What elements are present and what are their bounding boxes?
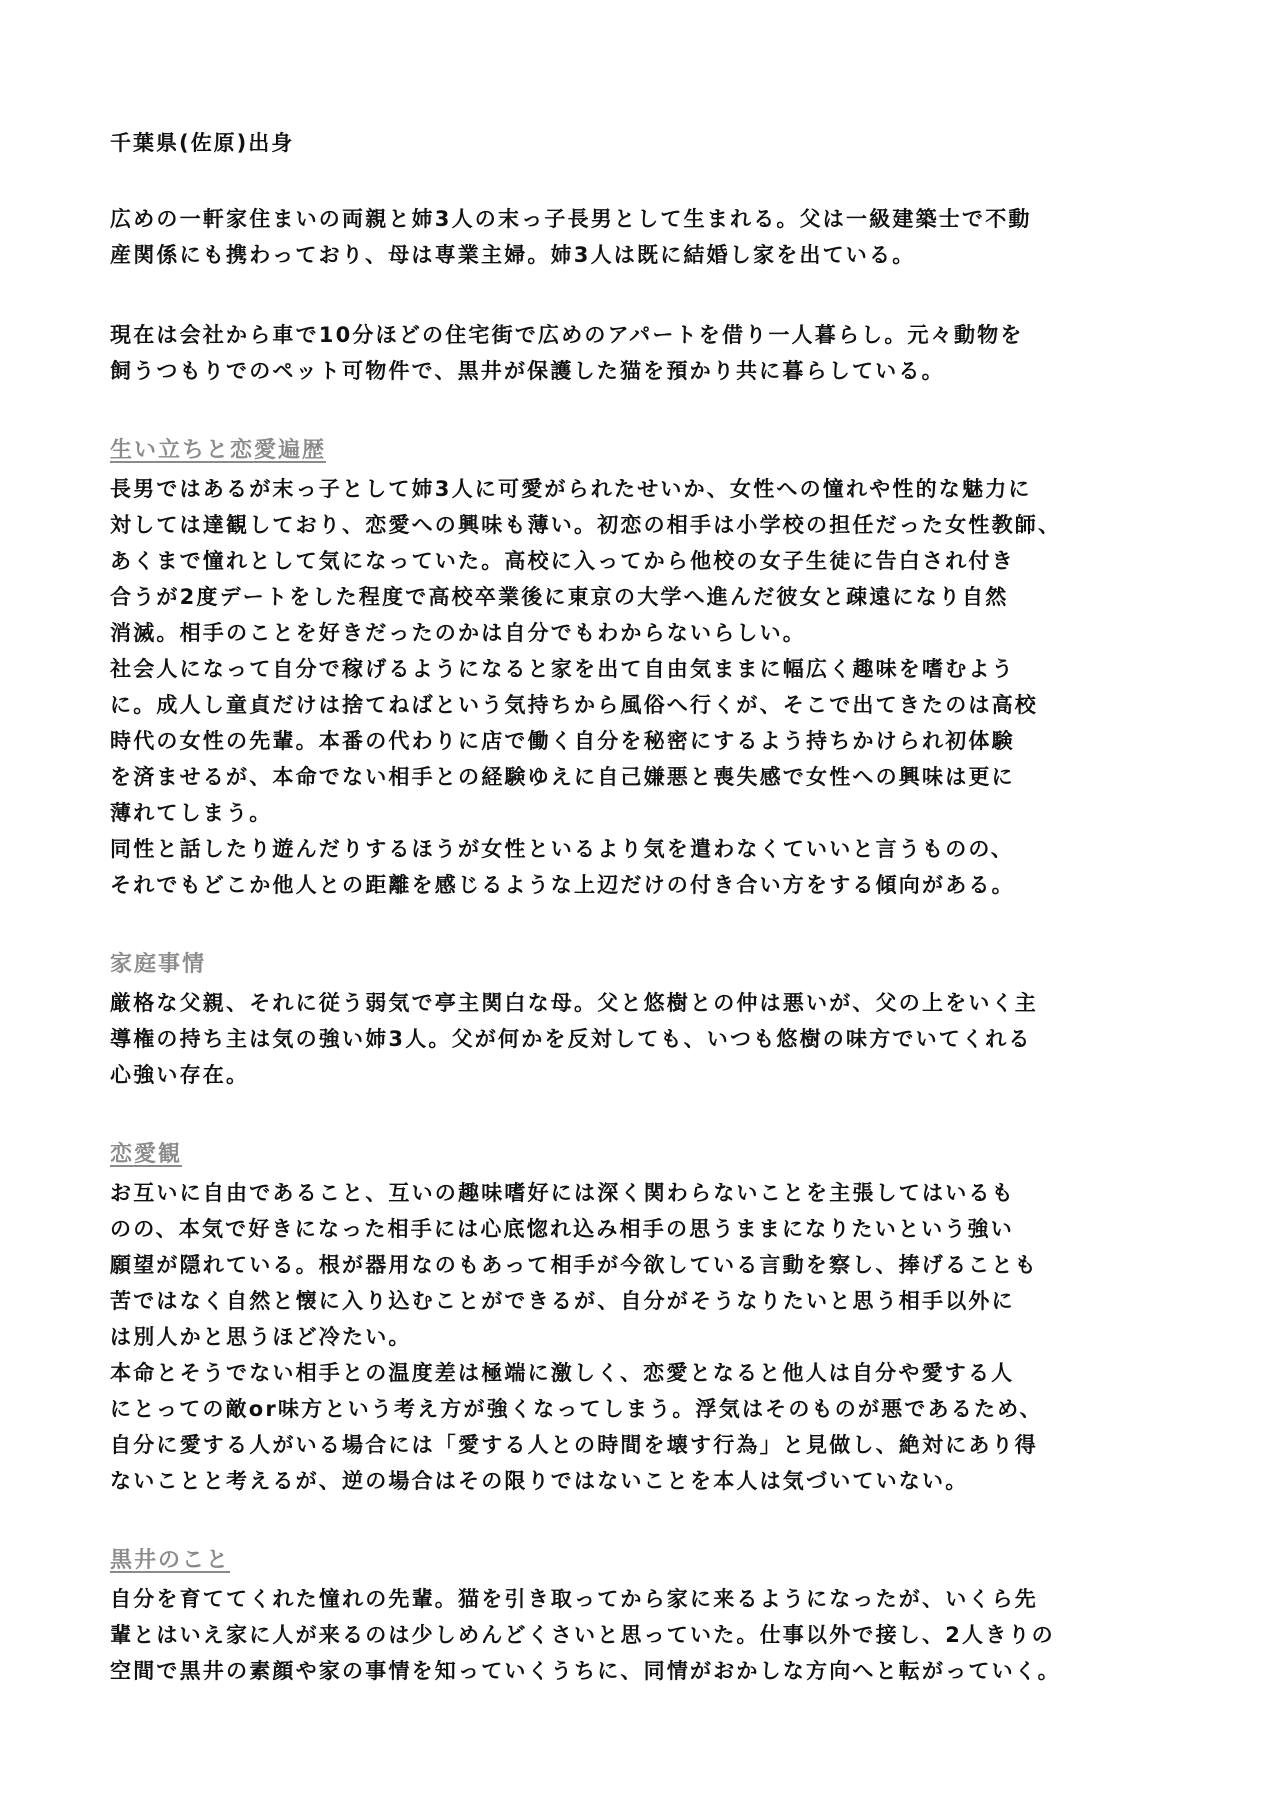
document-page [110,125,1190,1733]
paragraph-line: 社会人になって自分で稼げるようになると家を出て自由気ままに幅広く趣味を嗜むよう [110,657,1015,681]
section-heading: 家庭事情 [110,952,207,977]
intro-paragraph-living [110,317,1190,389]
paragraph-line: 自分に愛する人がいる場合には「愛する人との時間を壊す行為」と見做し、絶対にあり得 [110,1433,1038,1457]
paragraph-line: 産関係にも携わっており、母は専業主婦。姉3人は既に結婚し家を出ている。 [110,243,916,267]
intro-paragraph-family [110,201,1190,273]
paragraph-line: 合うが2度デートをした程度で高校卒業後に東京の大学へ進んだ彼女と疎遠になり自然 [110,585,1009,609]
paragraph-line: を済ませるが、本命でない相手との経験ゆえに自己嫌悪と喪失感で女性への興味は更に [110,765,1015,789]
section-family [110,947,1190,1093]
paragraph-line: 導権の持ち主は気の強い姉3人。父が何かを反対しても、いつも悠樹の味方でいてくれる [110,1027,1032,1051]
paragraph-line: 消滅。相手のことを好きだったのかは自分でもわからないらしい。 [110,621,806,645]
paragraph-line: に。成人し童貞だけは捨てねばという気持ちから風俗へ行くが、そこで出てきたのは高校 [110,693,1038,717]
section-heading: 恋愛観 [110,1142,183,1167]
paragraph-line: 願望が隠れている。根が器用なのもあって相手が今欲している言動を察し、捧げることも [110,1253,1038,1277]
paragraph-line: 対しては達観しており、恋愛への興味も薄い。初恋の相手は小学校の担任だった女性教師、 [110,513,1062,537]
paragraph-line: 現在は会社から車で10分ほどの住宅街で広めのアパートを借り一人暮らし。元々動物を [110,323,1024,347]
paragraph-line: にとっての敵or味方という考え方が強くなってしまう。浮気はそのものが悪であるため、 [110,1397,1043,1421]
paragraph-line: お互いに自由であること、互いの趣味嗜好には深く関わらないことを主張してはいるも [110,1181,1015,1205]
paragraph-line: は別人かと思うほど冷たい。 [110,1325,412,1349]
paragraph-line: のの、本気で好きになった相手には心底惚れ込み相手の思うままになりたいという強い [110,1217,1014,1241]
paragraph-line: 自分を育ててくれた憧れの先輩。猫を引き取ってから家に来るようになったが、いくら先 [110,1587,1038,1611]
section-heading: 黒井のこと [110,1548,231,1573]
paragraph-line: 空間で黒井の素顔や家の事情を知っていくうちに、同情がおかしな方向へと転がっていく。 [110,1659,1061,1683]
paragraph-line: 広めの一軒家住まいの両親と姉3人の末っ子長男として生まれる。父は一級建築士で不動 [110,207,1032,231]
paragraph-line: あくまで憧れとして気になっていた。高校に入ってから他校の女子生徒に告白され付き [110,549,1015,573]
paragraph-line: 心強い存在。 [110,1063,250,1087]
paragraph-line: 長男ではあるが末っ子として姉3人に可愛がられたせいか、女性への憧れや性的な魅力に [110,477,1032,501]
paragraph-line: 時代の女性の先輩。本番の代わりに店で働く自分を秘密にするよう持ちかけられ初体験 [110,729,1015,753]
paragraph-line: それでもどこか他人との距離を感じるような上辺だけの付き合い方をする傾向がある。 [110,873,1015,897]
paragraph-line: 輩とはいえ家に人が来るのは少しめんどくさいと思っていた。仕事以外で接し、2人きりの [110,1623,1055,1647]
paragraph-line: 飼うつもりでのペット可物件で、黒井が保護した猫を預かり共に暮らしている。 [110,359,945,383]
section-upbringing [110,433,1190,903]
paragraph-line: 苦ではなく自然と懐に入り込むことができるが、自分がそうなりたいと思う相手以外に [110,1289,1015,1313]
section-heading: 生い立ちと恋愛遍歴 [110,438,327,463]
origin-line: 千葉県(佐原)出身 [110,131,295,155]
paragraph-line: 本命とそうでない相手との温度差は極端に激しく、恋愛となると他人は自分や愛する人 [110,1361,1015,1385]
paragraph-line: ないことと考えるが、逆の場合はその限りではないことを本人は気づいていない。 [110,1469,969,1493]
paragraph-line: 厳格な父親、それに従う弱気で亭主関白な母。父と悠樹との仲は悪いが、父の上をいく主 [110,991,1038,1015]
section-love-view [110,1137,1190,1499]
section-kuroi [110,1543,1190,1689]
paragraph-line: 同性と話したり遊んだりするほうが女性といるより気を遣わなくていいと言うものの、 [110,837,1014,861]
paragraph-line: 薄れてしまう。 [110,801,273,825]
